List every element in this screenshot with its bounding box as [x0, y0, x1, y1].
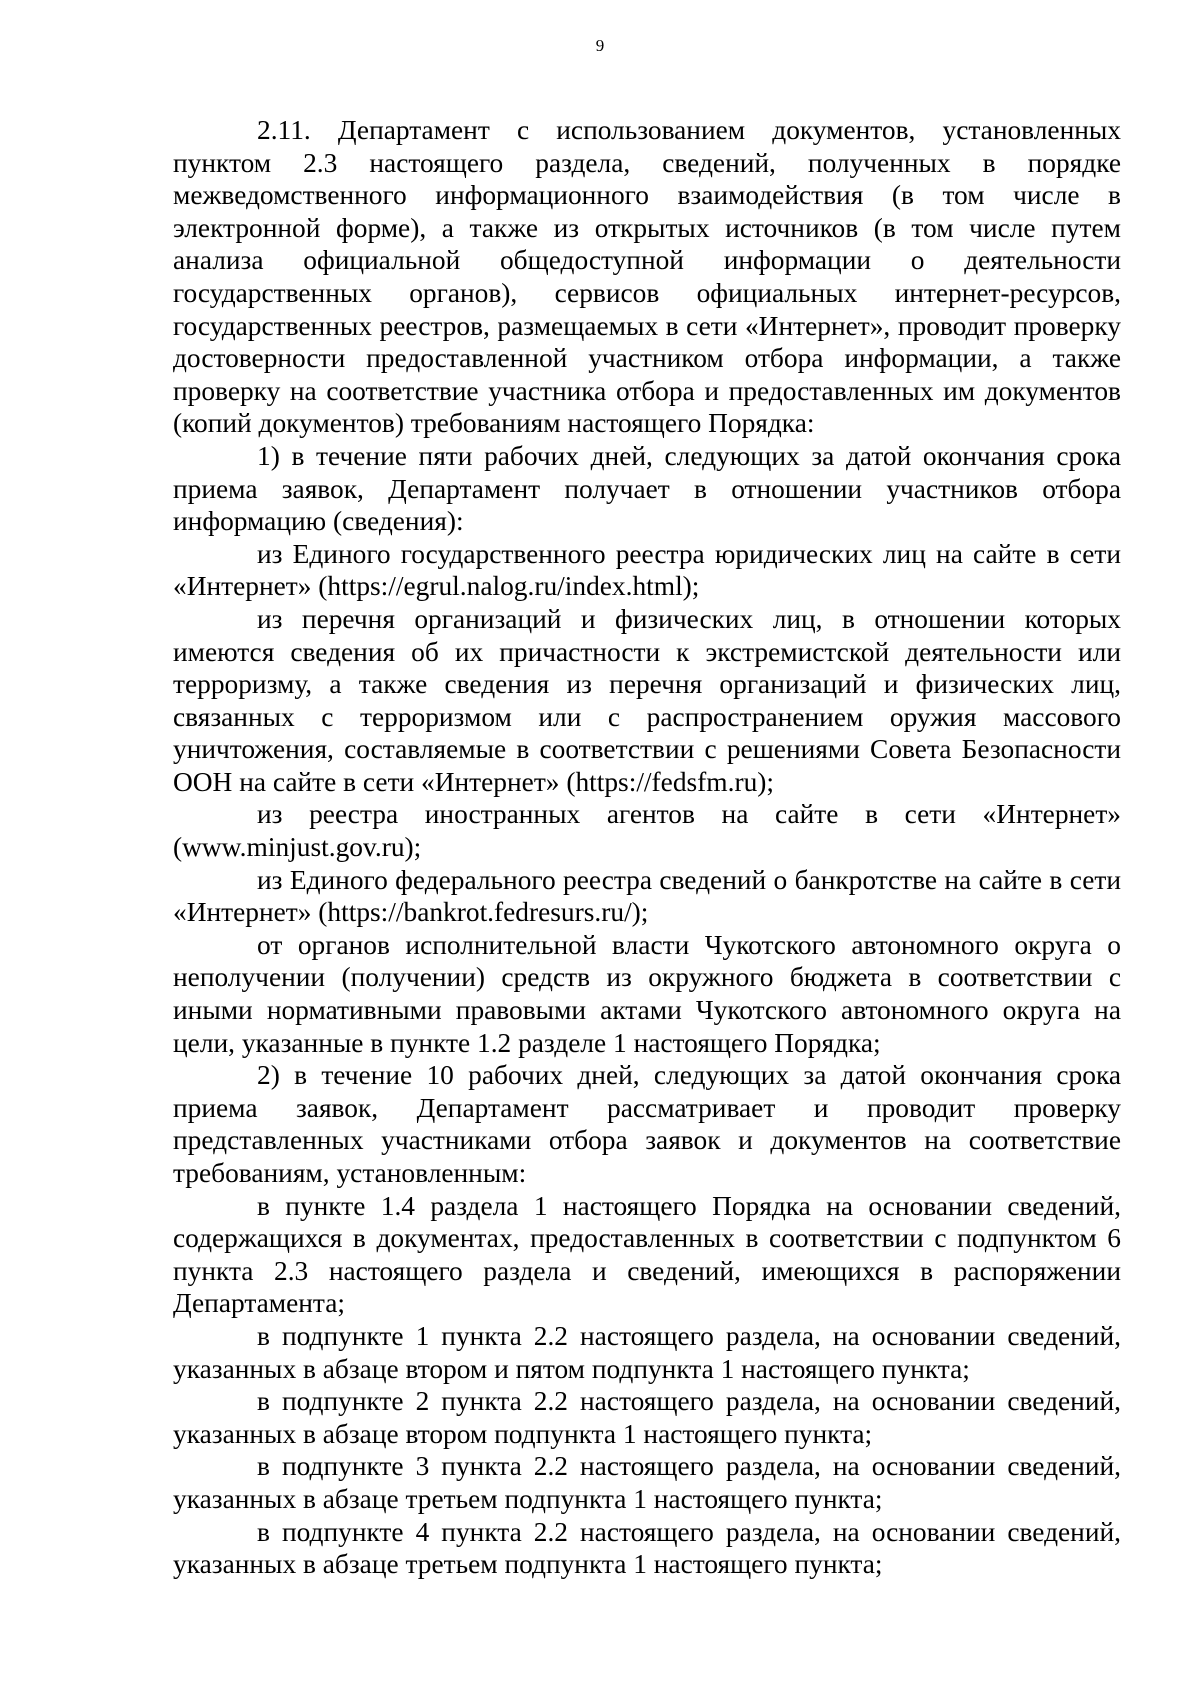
paragraph-subitem-1: 1) в течение пяти рабочих дней, следующих за датой окончания срока приема заявок, Департамент получает в отношении участников отбора информацию (сведения): — [173, 440, 1121, 537]
paragraph-executive-authorities: от органов исполнительной власти Чукотского автономного округа о неполучении (получении) средств из окружного бюджета в соответствии с иными нормативными правовыми актами Чукотского автономного округа на цели, указанные в пункте 1.2 разделе 1 настоящего Порядка; — [173, 929, 1121, 1058]
paragraph-subpoint-2: в подпункте 2 пункта 2.2 настоящего раздела, на основании сведений, указанных в абзаце втором подпункта 1 настоящего пункта; — [173, 1386, 1121, 1449]
paragraph-subpoint-4: в подпункте 4 пункта 2.2 настоящего раздела, на основании сведений, указанных в абзаце третьем подпункта 1 настоящего пункта; — [173, 1516, 1121, 1580]
paragraph-subpoint-1: в подпункте 1 пункта 2.2 настоящего раздела, на основании сведений, указанных в абзаце втором и пятом подпункта 1 настоящего пункта; — [173, 1320, 1121, 1384]
paragraph-foreign-agents: из реестра иностранных агентов на сайте в сети «Интернет» (www.minjust.gov.ru); — [173, 799, 1121, 863]
paragraph-2-11: 2.11. Департамент с использованием документов, установленных пунктом 2.3 настоящего раздела, сведений, полученных в порядке межведомственного информационного взаимодействия (в том числе в электронной форме), а также из открытых источников (в том числе путем анализа официальной общедоступной информации о деятельности государственных органов), сервисов официальных интернет-ресурсов, государственных реестров, размещаемых в сети «Интернет», проводит проверку достоверности предоставленной участником отбора информации, а также проверку на соответствие участника отбора и предоставленных им документов (копий документов) требованиям настоящего Порядка: — [173, 115, 1121, 439]
paragraph-subpoint-3: в подпункте 3 пункта 2.2 настоящего раздела, на основании сведений, указанных в абзаце третьем подпункта 1 настоящего пункта; — [173, 1451, 1121, 1514]
page-number: 9 — [595, 36, 605, 55]
paragraph-bankruptcy-registry: из Единого федерального реестра сведений о банкротстве на сайте в сети «Интернет» (https://bankrot.fedresurs.ru/); — [173, 864, 1121, 928]
paragraph-egrul: из Единого государственного реестра юридических лиц на сайте в сети «Интернет» (https://egrul.nalog.ru/index.html); — [173, 538, 1121, 602]
paragraph-extremism-list: из перечня организаций и физических лиц, в отношении которых имеются сведения об их причастности к экстремистской деятельности или терроризму, а также сведения из перечня организаций и физических лиц, связанных с терроризмом или с распространением оружия массового уничтожения, составляемые в соответствии с решениями Совета Безопасности ООН на сайте в сети «Интернет» (https://fedsfm.ru); — [173, 603, 1121, 797]
paragraph-point-1-4: в пункте 1.4 раздела 1 настоящего Порядка на основании сведений, содержащихся в документах, предоставленных в соответствии с подпунктом 6 пункта 2.3 настоящего раздела и сведений, имеющихся в распоряжении Департамента; — [173, 1190, 1121, 1319]
paragraph-subitem-2: 2) в течение 10 рабочих дней, следующих за датой окончания срока приема заявок, Департамент рассматривает и проводит проверку представленных участниками отбора заявок и документов на соответствие требованиям, установленным: — [173, 1060, 1121, 1188]
document-body — [173, 114, 1121, 1581]
